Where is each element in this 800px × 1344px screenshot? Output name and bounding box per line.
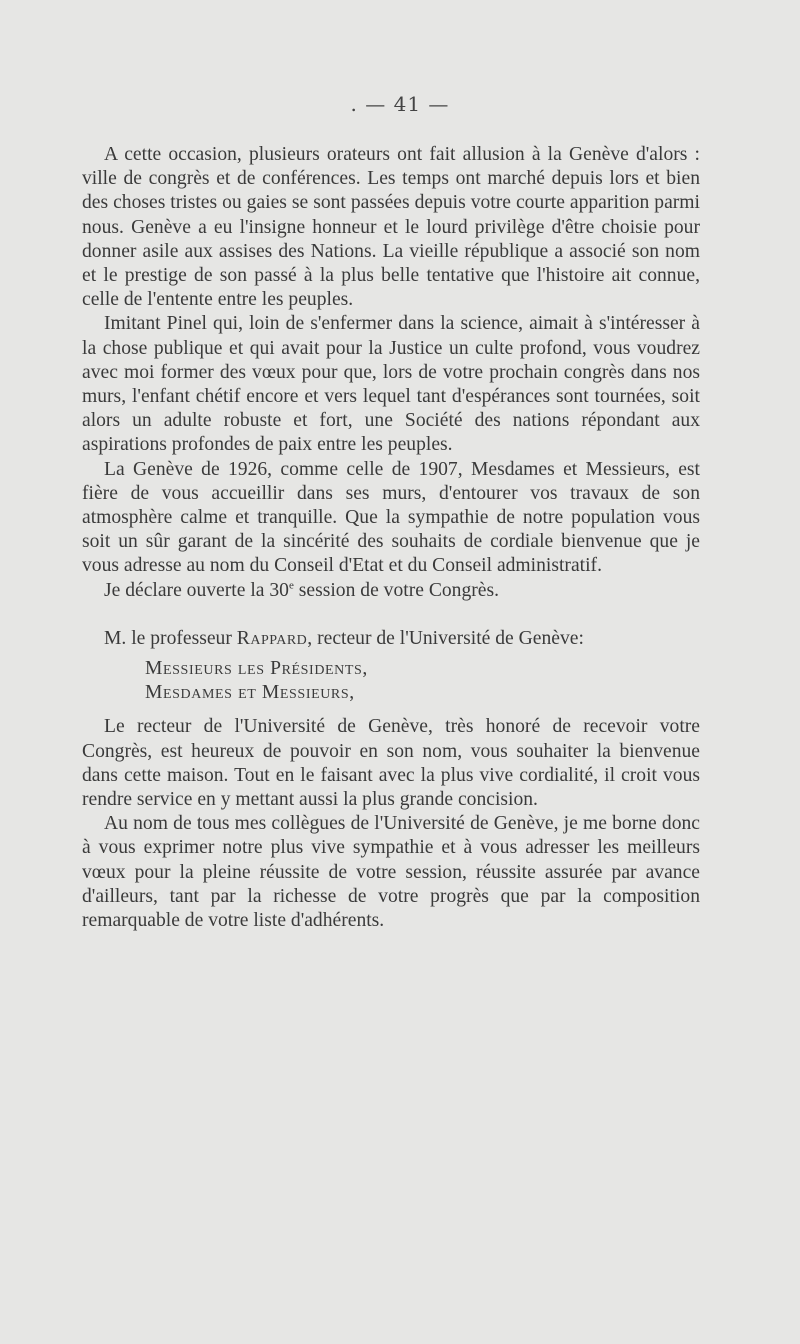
speaker-name: Rappard [236, 627, 308, 649]
salutation-line: Messieurs les Présidents, [145, 658, 368, 680]
paragraph: Le recteur de l'Université de Genève, très honoré de recevoir votre Congrès, est heureux de pouvoir en son nom, vous souhaiter la bienvenue dans cette maison. Tout en le faisant avec la plus vive cordialité, il croit vous rendre service en y mettant aussi la plus grande concision. [82, 716, 700, 811]
salutation [82, 657, 700, 705]
body-text [82, 143, 700, 933]
declaration-before: Je déclare ouverte la 30 [104, 579, 289, 601]
paragraph: Au nom de tous mes collègues de l'Université de Genève, je me borne donc à vous exprimer notre plus vive sympathie et à vous adresser les meilleurs vœux pour la pleine réussite de votre session, réussite assurée par avance d'ailleurs, tant par la richesse de votre progrès que par la composition remarquable de votre liste d'adhérents. [82, 813, 700, 932]
salutation-line: Mesdames et Messieurs, [145, 682, 355, 704]
section-gap [82, 603, 700, 627]
speaker-line [82, 627, 700, 651]
page-number: . — 41 — [350, 92, 450, 116]
declaration-sup: e [288, 579, 294, 592]
paragraph: A cette occasion, plusieurs orateurs ont fait allusion à la Genève d'alors : ville de congrès et de conférences. Les temps ont marché depuis lors et bien des choses tristes ou gaies se sont passées depuis votre courte apparition parmi nous. Genève a eu l'insigne honneur et le lourd privilège d'être choisie pour donner asile aux assises des Nations. La vieille république a associé son nom et le prestige de son passé à la plus belle tentative que l'histoire ait connue, celle de l'entente entre les peuples. [82, 144, 700, 311]
paragraph: Imitant Pinel qui, loin de s'enfermer dans la science, aimait à s'intéresser à la chose publique et qui avait pour la Justice un culte profond, vous voudrez avec moi former des vœux pour que, lors de votre prochain congrès dans nos murs, l'enfant chétif encore et vers lequel tant d'espérances sont tournées, soit alors un adulte robuste et fort, une Société des nations répondant aux aspirations profondes de paix entre les peuples. [82, 313, 700, 456]
speaker-prefix: M. le professeur [104, 627, 237, 649]
paragraph: La Genève de 1926, comme celle de 1907, Mesdames et Messieurs, est fière de vous accueillir dans ses murs, d'entourer vos travaux de son atmosphère calme et tranquille. Que la sympathie de notre population vous soit un sûr garant de la sincérité des souhaits de cordiale bienvenue que je vous adresse au nom du Conseil d'Etat et du Conseil administratif. [82, 458, 700, 577]
speaker-suffix: , recteur de l'Université de Genève: [307, 627, 584, 649]
declaration-after: session de votre Congrès. [293, 579, 500, 601]
declaration [82, 579, 700, 603]
